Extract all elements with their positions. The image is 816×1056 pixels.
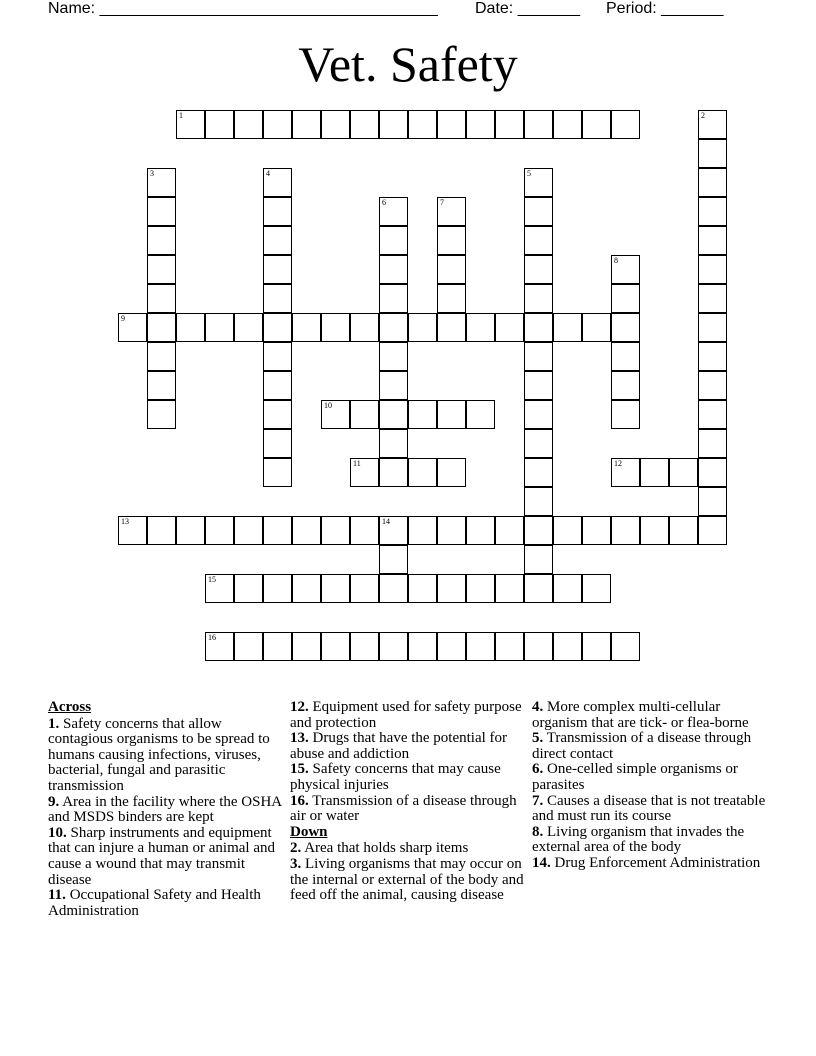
- down-clue-8: [532, 825, 768, 856]
- grid-cell[interactable]: [524, 168, 553, 197]
- grid-cell[interactable]: [698, 168, 727, 197]
- grid-cell[interactable]: [350, 400, 379, 429]
- grid-cell[interactable]: [408, 110, 437, 139]
- grid-cell[interactable]: [611, 371, 640, 400]
- grid-cell[interactable]: [350, 632, 379, 661]
- grid-cell[interactable]: [147, 371, 176, 400]
- grid-cell[interactable]: [698, 110, 727, 139]
- grid-cell[interactable]: [466, 574, 495, 603]
- across-clue-12: [290, 700, 526, 731]
- across-clue-11: [48, 888, 284, 919]
- grid-cell[interactable]: [611, 255, 640, 284]
- grid-cell[interactable]: [263, 313, 292, 342]
- grid-cell[interactable]: [437, 632, 466, 661]
- grid-cell[interactable]: [582, 110, 611, 139]
- clue-number-label: 12: [614, 459, 622, 468]
- grid-cell[interactable]: [292, 516, 321, 545]
- page-title: Vet. Safety: [298, 36, 518, 92]
- grid-cell[interactable]: [524, 342, 553, 371]
- grid-cell[interactable]: [379, 400, 408, 429]
- grid-cell[interactable]: [611, 110, 640, 139]
- grid-cell[interactable]: [292, 110, 321, 139]
- grid-cell[interactable]: [640, 458, 669, 487]
- grid-cell[interactable]: [466, 400, 495, 429]
- grid-cell[interactable]: [379, 574, 408, 603]
- clue-text: Area that holds sharp items: [304, 840, 469, 857]
- grid-cell[interactable]: [379, 226, 408, 255]
- grid-cell[interactable]: [263, 197, 292, 226]
- grid-cell[interactable]: [582, 632, 611, 661]
- grid-cell[interactable]: [263, 255, 292, 284]
- grid-cell[interactable]: [553, 313, 582, 342]
- grid-cell[interactable]: [408, 458, 437, 487]
- grid-cell[interactable]: [176, 313, 205, 342]
- clue-number: 1.: [48, 715, 60, 732]
- grid-cell[interactable]: [263, 110, 292, 139]
- grid-cell[interactable]: [524, 255, 553, 284]
- clue-text: More complex multi-cellular organism that are tick- or flea-borne: [532, 699, 749, 731]
- grid-cell[interactable]: [147, 284, 176, 313]
- clue-text: One-celled simple organisms or parasites: [532, 761, 738, 793]
- grid-cell[interactable]: [379, 197, 408, 226]
- clue-number-label: 10: [324, 401, 332, 410]
- clue-number: 7.: [532, 792, 544, 809]
- grid-cell[interactable]: [437, 110, 466, 139]
- across-clue-15: [290, 762, 526, 793]
- across-clue-1: [48, 717, 284, 795]
- clue-column-1: [48, 700, 284, 919]
- grid-cell[interactable]: [263, 574, 292, 603]
- grid-cell[interactable]: [263, 371, 292, 400]
- grid-cell[interactable]: [495, 632, 524, 661]
- grid-cell[interactable]: [379, 110, 408, 139]
- grid-cell[interactable]: [524, 458, 553, 487]
- grid-cell[interactable]: [147, 255, 176, 284]
- grid-cell[interactable]: [118, 313, 147, 342]
- grid-cell[interactable]: [234, 110, 263, 139]
- clue-number: 4.: [532, 699, 544, 715]
- grid-cell[interactable]: [263, 632, 292, 661]
- clue-text: Safety concerns that may cause physical injuries: [290, 761, 501, 793]
- clue-text: Transmission of a disease through direct contact: [532, 730, 752, 762]
- clue-number: 9.: [48, 793, 60, 810]
- grid-cell[interactable]: [263, 226, 292, 255]
- grid-cell[interactable]: [495, 110, 524, 139]
- clue-number: 11.: [48, 887, 66, 904]
- grid-cell[interactable]: [176, 110, 205, 139]
- grid-cell[interactable]: [553, 632, 582, 661]
- clue-number-label: 5: [527, 169, 531, 178]
- grid-cell[interactable]: [669, 516, 698, 545]
- grid-cell[interactable]: [524, 632, 553, 661]
- grid-cell[interactable]: [321, 110, 350, 139]
- clue-number: 2.: [290, 840, 302, 857]
- down-clue-7: [532, 794, 768, 825]
- grid-cell[interactable]: [437, 284, 466, 313]
- across-clue-10: [48, 826, 284, 888]
- grid-cell[interactable]: [437, 458, 466, 487]
- grid-cell[interactable]: [379, 632, 408, 661]
- grid-cell[interactable]: [408, 632, 437, 661]
- grid-cell[interactable]: [466, 516, 495, 545]
- clue-text: Safety concerns that allow contagious organisms to be spread to humans causing infections, viruses, bacterial, fungal and parasitic transmission: [48, 715, 270, 794]
- grid-cell[interactable]: [379, 458, 408, 487]
- grid-cell[interactable]: [205, 313, 234, 342]
- across-clue-9: [48, 795, 284, 826]
- grid-cell[interactable]: [350, 458, 379, 487]
- grid-cell[interactable]: [437, 226, 466, 255]
- clue-number-label: 9: [121, 314, 125, 323]
- clue-number-label: 16: [208, 633, 216, 642]
- grid-cell[interactable]: [263, 400, 292, 429]
- grid-cell[interactable]: [466, 632, 495, 661]
- grid-cell[interactable]: [176, 516, 205, 545]
- across-heading: Across: [48, 699, 92, 715]
- clue-text: Area in the facility where the OSHA and MSDS binders are kept: [48, 793, 282, 826]
- grid-cell[interactable]: [669, 458, 698, 487]
- grid-cell[interactable]: [698, 516, 727, 545]
- down-clue-2: [290, 841, 526, 857]
- grid-cell[interactable]: [582, 574, 611, 603]
- grid-cell[interactable]: [408, 516, 437, 545]
- down-clue-3: [290, 857, 526, 904]
- grid-cell[interactable]: [437, 197, 466, 226]
- grid-cell[interactable]: [408, 313, 437, 342]
- down-clue-5: [532, 731, 768, 762]
- grid-cell[interactable]: [147, 342, 176, 371]
- grid-cell[interactable]: [524, 313, 553, 342]
- grid-cell[interactable]: [408, 400, 437, 429]
- clue-text: Transmission of a disease through air or water: [290, 792, 517, 825]
- grid-cell[interactable]: [524, 487, 553, 516]
- grid-cell[interactable]: [524, 226, 553, 255]
- grid-cell[interactable]: [379, 255, 408, 284]
- grid-cell[interactable]: [263, 429, 292, 458]
- grid-cell[interactable]: [350, 516, 379, 545]
- grid-cell[interactable]: [698, 458, 727, 487]
- clue-number: 6.: [532, 761, 544, 778]
- grid-cell[interactable]: [553, 516, 582, 545]
- grid-cell[interactable]: [437, 255, 466, 284]
- grid-cell[interactable]: [611, 458, 640, 487]
- clue-number: 13.: [290, 730, 309, 747]
- clue-number-label: 7: [440, 198, 444, 207]
- clue-column-3: [532, 700, 768, 872]
- grid-cell[interactable]: [205, 110, 234, 139]
- grid-cell[interactable]: [263, 284, 292, 313]
- grid-cell[interactable]: [205, 632, 234, 661]
- down-clue-4: [532, 700, 768, 731]
- across-clue-16: [290, 794, 526, 825]
- clue-number-label: 13: [121, 517, 129, 526]
- clue-number: 3.: [290, 855, 302, 872]
- grid-cell[interactable]: [524, 197, 553, 226]
- grid-cell[interactable]: [147, 516, 176, 545]
- grid-cell[interactable]: [350, 313, 379, 342]
- period-field-label: Period: _______: [606, 0, 724, 17]
- clue-number-label: 3: [150, 169, 154, 178]
- down-heading: Down: [290, 823, 328, 840]
- grid-cell[interactable]: [611, 400, 640, 429]
- clue-number: 15.: [290, 761, 309, 778]
- grid-cell[interactable]: [205, 574, 234, 603]
- grid-cell[interactable]: [611, 632, 640, 661]
- grid-cell[interactable]: [524, 545, 553, 574]
- grid-cell[interactable]: [379, 313, 408, 342]
- clue-text: Causes a disease that is not treatable and must run its course: [532, 792, 766, 825]
- grid-cell[interactable]: [234, 632, 263, 661]
- grid-cell[interactable]: [698, 371, 727, 400]
- grid-cell[interactable]: [698, 139, 727, 168]
- grid-cell[interactable]: [147, 168, 176, 197]
- clue-number-label: 2: [701, 111, 705, 120]
- grid-cell[interactable]: [118, 516, 147, 545]
- date-field-label: Date: _______: [475, 0, 580, 17]
- grid-cell[interactable]: [263, 516, 292, 545]
- grid-cell[interactable]: [147, 313, 176, 342]
- grid-cell[interactable]: [292, 574, 321, 603]
- grid-cell[interactable]: [147, 226, 176, 255]
- grid-cell[interactable]: [524, 516, 553, 545]
- grid-cell[interactable]: [234, 516, 263, 545]
- grid-cell[interactable]: [263, 342, 292, 371]
- clue-number-label: 14: [382, 517, 390, 526]
- grid-cell[interactable]: [234, 313, 263, 342]
- clue-column-2: [290, 700, 526, 904]
- grid-cell[interactable]: [292, 632, 321, 661]
- clue-number-label: 6: [382, 198, 386, 207]
- grid-cell[interactable]: [698, 197, 727, 226]
- grid-cell[interactable]: [611, 284, 640, 313]
- grid-cell[interactable]: [234, 574, 263, 603]
- grid-cell[interactable]: [437, 516, 466, 545]
- grid-cell[interactable]: [698, 284, 727, 313]
- grid-cell[interactable]: [321, 400, 350, 429]
- clue-text: Living organisms that may occur on the internal or external of the body and feed off the animal, causing disease: [290, 855, 524, 904]
- down-clue-6: [532, 762, 768, 793]
- grid-cell[interactable]: [379, 429, 408, 458]
- grid-cell[interactable]: [611, 313, 640, 342]
- grid-cell[interactable]: [379, 545, 408, 574]
- grid-cell[interactable]: [524, 110, 553, 139]
- grid-cell[interactable]: [698, 226, 727, 255]
- grid-cell[interactable]: [524, 371, 553, 400]
- grid-cell[interactable]: [495, 516, 524, 545]
- clue-number: 5.: [532, 730, 544, 747]
- grid-cell[interactable]: [524, 284, 553, 313]
- grid-cell[interactable]: [379, 342, 408, 371]
- grid-cell[interactable]: [553, 110, 582, 139]
- grid-cell[interactable]: [350, 110, 379, 139]
- grid-cell[interactable]: [205, 516, 234, 545]
- clue-number: 8.: [532, 823, 544, 840]
- grid-cell[interactable]: [698, 429, 727, 458]
- clue-number-label: 15: [208, 575, 216, 584]
- grid-cell[interactable]: [611, 342, 640, 371]
- clue-text: Living organism that invades the external area of the body: [532, 823, 745, 856]
- grid-cell[interactable]: [263, 168, 292, 197]
- name-field-label: Name: ______________________________________: [48, 0, 438, 17]
- grid-cell[interactable]: [495, 313, 524, 342]
- grid-cell[interactable]: [640, 516, 669, 545]
- grid-cell[interactable]: [698, 487, 727, 516]
- clue-number-label: 11: [353, 459, 361, 468]
- grid-cell[interactable]: [698, 255, 727, 284]
- clue-number-label: 8: [614, 256, 618, 265]
- grid-cell[interactable]: [524, 574, 553, 603]
- clue-text: Occupational Safety and Health Administration: [48, 887, 261, 919]
- grid-cell[interactable]: [524, 400, 553, 429]
- grid-cell[interactable]: [321, 313, 350, 342]
- clue-number: 14.: [532, 854, 551, 871]
- grid-cell[interactable]: [466, 313, 495, 342]
- grid-cell[interactable]: [437, 400, 466, 429]
- clue-number: 12.: [290, 699, 309, 715]
- grid-cell[interactable]: [582, 516, 611, 545]
- grid-cell[interactable]: [147, 400, 176, 429]
- grid-cell[interactable]: [321, 574, 350, 603]
- clue-text: Equipment used for safety purpose and protection: [290, 699, 522, 731]
- grid-cell[interactable]: [698, 313, 727, 342]
- clue-number: 10.: [48, 824, 67, 841]
- grid-cell[interactable]: [350, 574, 379, 603]
- grid-cell[interactable]: [466, 110, 495, 139]
- clue-number-label: 4: [266, 169, 270, 178]
- grid-cell[interactable]: [437, 313, 466, 342]
- grid-cell[interactable]: [321, 632, 350, 661]
- across-clue-13: [290, 731, 526, 762]
- down-clue-14: [532, 856, 768, 872]
- clue-text: Sharp instruments and equipment that can injure a human or animal and cause a wound that may transmit disease: [48, 824, 275, 888]
- grid-cell[interactable]: [524, 429, 553, 458]
- grid-cell[interactable]: [495, 574, 524, 603]
- grid-cell[interactable]: [379, 284, 408, 313]
- grid-cell[interactable]: [379, 371, 408, 400]
- clue-text: Drugs that have the potential for abuse and addiction: [290, 730, 508, 762]
- grid-cell[interactable]: [321, 516, 350, 545]
- grid-cell[interactable]: [408, 574, 437, 603]
- clue-text: Drug Enforcement Administration: [554, 854, 761, 871]
- grid-cell[interactable]: [379, 516, 408, 545]
- grid-cell[interactable]: [698, 342, 727, 371]
- grid-cell[interactable]: [611, 516, 640, 545]
- clue-number: 16.: [290, 792, 309, 809]
- grid-cell[interactable]: [553, 574, 582, 603]
- grid-cell[interactable]: [698, 400, 727, 429]
- grid-cell[interactable]: [147, 197, 176, 226]
- grid-cell[interactable]: [437, 574, 466, 603]
- grid-cell[interactable]: [582, 313, 611, 342]
- clue-number-label: 1: [179, 111, 183, 120]
- grid-cell[interactable]: [263, 458, 292, 487]
- grid-cell[interactable]: [292, 313, 321, 342]
